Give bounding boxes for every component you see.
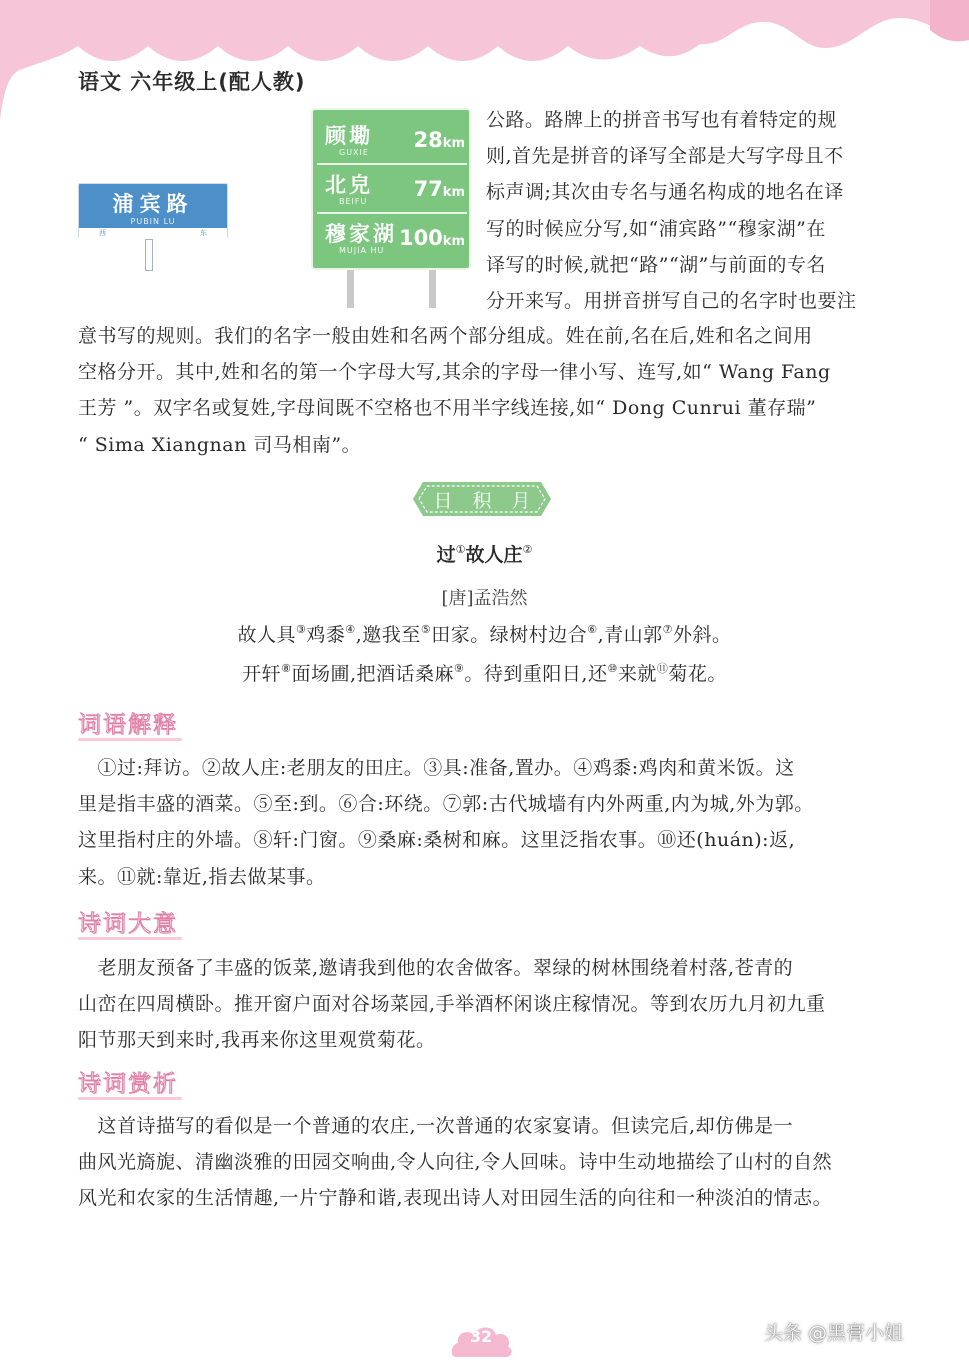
destination-name: 穆家湖 xyxy=(325,222,397,246)
street-sign-name: 浦宾路 xyxy=(112,192,194,216)
notes-heading: 词语解释 xyxy=(78,712,178,738)
text-line: 这首诗描写的看似是一个普通的农庄,一次普通的农家宴请。但读完后,却仿佛是一 xyxy=(78,1115,794,1137)
highway-sign-board xyxy=(311,108,471,270)
highway-sign-row xyxy=(319,118,465,162)
text-line: 阳节那天到来时,我再来你这里观赏菊花。 xyxy=(78,1029,436,1052)
text-line: 公路。路牌上的拼音书写也有着特定的规 xyxy=(486,109,838,131)
meaning-heading: 诗词大意 xyxy=(78,911,178,937)
poem-line: 故人具③鸡黍④,邀我至⑤田家。绿树村边合⑥,青山郭⑦外斜。 xyxy=(237,623,732,646)
notes-paragraph xyxy=(78,750,886,895)
text-line: “ Sima Xiangnan 司马相南”。 xyxy=(78,433,362,456)
meaning-paragraph xyxy=(78,950,886,1059)
street-sign-direction-strip xyxy=(79,227,227,239)
highway-sign-illustration xyxy=(311,108,473,310)
destination-distance: 100km xyxy=(398,226,465,250)
heading-underline xyxy=(78,937,182,940)
destination-distance: 77km xyxy=(413,177,465,201)
text-line: 分开来写。用拼音拼写自己的名字时也要注 xyxy=(486,290,857,313)
destination-pinyin: GUXIE xyxy=(339,148,369,157)
text-line: 王芳 ”。双字名或复姓,字母间既不空格也不用半字线连接,如“ Dong Cunrui 董存瑞” xyxy=(78,397,817,420)
intro-paragraph-right xyxy=(486,102,886,319)
sign-post xyxy=(429,270,436,308)
text-line: 意书写的规则。我们的名字一般由姓和名两个部分组成。姓在前,名在后,姓和名之间用 xyxy=(78,325,813,347)
highway-sign-row xyxy=(319,167,465,211)
sign-divider xyxy=(317,163,467,165)
text-line: 来。⑪就:靠近,指去做某事。 xyxy=(78,865,326,888)
appreciation-heading: 诗词赏析 xyxy=(78,1071,178,1097)
banner-text: 日积月累 xyxy=(433,490,551,539)
destination-name: 北皃 xyxy=(325,173,373,197)
street-sign-illustration xyxy=(78,183,228,273)
text-line: 空格分开。其中,姓和名的第一个字母大写,其余的字母一律小写、连写,如“ Wang Fang xyxy=(78,361,831,384)
destination-pinyin: MUJIA HU xyxy=(339,246,385,255)
page-number-badge xyxy=(448,1321,514,1357)
text-line: 写的时候应分写,如“浦宾路”“穆家湖”在 xyxy=(486,217,826,240)
heading-underline xyxy=(78,738,182,741)
text-line: 里是指丰盛的酒菜。⑤至:到。⑥合:环绕。⑦郭:古代城墙有内外两重,内为城,外为郭。 xyxy=(78,793,814,816)
text-line: ①过:拜访。②故人庄:老朋友的田庄。③具:准备,置办。④鸡黍:鸡肉和黄米饭。这 xyxy=(78,757,795,779)
highway-sign-row xyxy=(319,216,465,260)
destination-pinyin: BEIFU xyxy=(339,197,368,206)
destination-distance: 28km xyxy=(413,128,465,152)
text-line: 标声调;其次由专名与通名构成的地名在译 xyxy=(486,181,844,204)
appreciation-paragraph xyxy=(78,1108,886,1217)
street-sign-plate xyxy=(78,183,228,239)
text-line: 则,首先是拼音的译写全部是大写字母且不 xyxy=(486,145,844,168)
poem-title: 过①故人庄② xyxy=(436,543,533,566)
section-banner xyxy=(409,478,555,539)
text-line: 译写的时候,就把“路”“湖”与前面的专名 xyxy=(486,253,826,276)
watermark: 头条 @黑膏小姐 xyxy=(764,1322,904,1344)
text-line: 老朋友预备了丰盛的饭菜,邀请我到他的农舍做客。翠绿的树林围绕着村落,苍青的 xyxy=(78,957,794,979)
text-line: 这里指村庄的外墙。⑧轩:门窗。⑨桑麻:桑树和麻。这里泛指农事。⑩还(huán):返, xyxy=(78,829,796,852)
header-title: 语文 六年级上(配人教) xyxy=(78,70,306,94)
poem-author: [唐]孟浩然 xyxy=(441,588,528,609)
page-number: 32 xyxy=(469,1327,493,1346)
text-line: 风光和农家的生活情趣,一片宁静和谐,表现出诗人对田园生活的向往和一种淡泊的情志。 xyxy=(78,1187,833,1210)
text-line: 曲风光旖旎、清幽淡雅的田园交响曲,令人向往,令人回味。诗中生动地描绘了山村的自然 xyxy=(78,1151,833,1174)
sign-divider xyxy=(317,212,467,214)
east-direction-label: 东 xyxy=(200,229,207,237)
destination-name: 顾墈 xyxy=(325,124,373,148)
sign-post xyxy=(347,270,354,308)
street-sign-pinyin: PUBIN LU xyxy=(130,217,176,226)
heading-underline xyxy=(78,1097,182,1100)
street-sign-pole xyxy=(145,239,153,271)
poem-line: 开轩⑧面场圃,把酒话桑麻⑨。待到重阳日,还⑩来就⑪菊花。 xyxy=(242,662,727,685)
intro-paragraph-full xyxy=(78,318,886,463)
text-line: 山峦在四周横卧。推开窗户面对谷场菜园,手举酒杯闲谈庄稼情况。等到农历九月初九重 xyxy=(78,993,826,1016)
west-direction-label: 西 xyxy=(99,229,106,237)
